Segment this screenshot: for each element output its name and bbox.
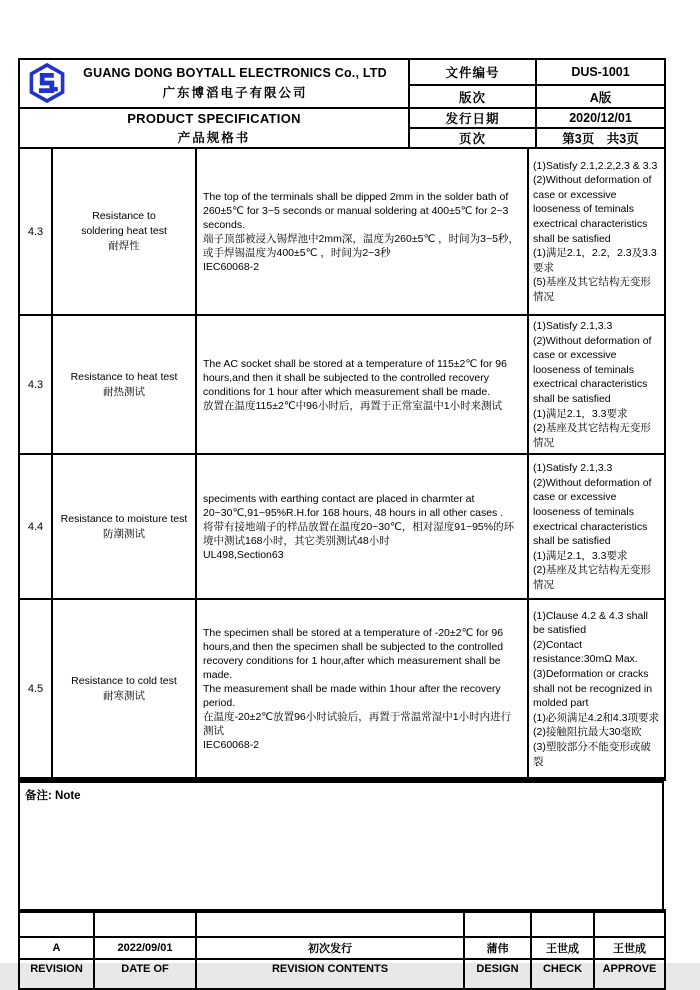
field-label-page: 页次: [409, 128, 536, 148]
revision-header-check: CHECK: [531, 959, 594, 989]
spec-row-moisture: [19, 454, 665, 599]
revision-header-revision: REVISION: [19, 959, 94, 989]
revision-cell: [196, 911, 464, 937]
clause-number: 4.5: [19, 599, 52, 779]
clause-number: 4.3: [19, 148, 52, 315]
test-criteria: [528, 315, 665, 454]
test-description-text: The top of the terminals shall be dipped 2mm in the solder bath of 260±5℃ for 3~5 seconds or manual soldering at 400±5℃ for 2~3 seconds. 端子顶部被浸入锡焊池中2mm深，温度为260±5℃ ，时间为3~5秒，或手焊锡温度为400±5℃ ，时间为2~3秒 IEC60068-2: [203, 190, 519, 273]
test-description: [196, 454, 528, 599]
company-logo-icon: [27, 63, 67, 103]
test-criteria: [528, 454, 665, 599]
field-label-issue-date: 发行日期: [409, 108, 536, 128]
company-name-cn: 广东博滔电子有限公司: [162, 86, 308, 100]
test-criteria: [528, 599, 665, 779]
test-criteria-text: (1)Satisfy 2.1,2.2,2.3 & 3.3 (2)Without deformation of case or excessive looseness of teminals exectrical characteristics shall be satisfied (1)满足2.1，2.2，2.3及3.3要求 (5)基座及其它结构无变形情况: [533, 159, 658, 303]
product-title-en: PRODUCT SPECIFICATION: [127, 110, 301, 126]
spec-row-soldering-heat: [19, 148, 665, 315]
field-value-version: A版: [536, 85, 665, 108]
test-criteria-text: (1)Satisfy 2.1,3.3 (2)Without deformation of case or excessive looseness of teminals exectrical characteristics shall be satisfied (1)满足2.1，3.3要求 (2)基座及其它结构无变形情况: [533, 462, 652, 591]
test-name-en: Resistance to soldering heat test: [81, 210, 167, 237]
test-description-text: The AC socket shall be stored at a temperature of 115±2℃ for 96 hours,and then it shall be subjected to the controlled recovery conditions for 1 hour after which measurement shall be made. 放置在温度115±2℃中96小时后，再置于正常室温中1小时来测试: [203, 357, 507, 412]
revision-cell: [594, 911, 665, 937]
revision-design: 蒲伟: [464, 937, 531, 959]
revision-date: 2022/09/01: [94, 937, 196, 959]
revision-header-contents: REVISION CONTENTS: [196, 959, 464, 989]
test-name-cn: 耐寒测试: [103, 689, 145, 702]
revision-header-approve: APPROVE: [594, 959, 665, 989]
revision-contents: 初次发行: [196, 937, 464, 959]
revision-approve: 王世成: [594, 937, 665, 959]
company-cell: [19, 59, 409, 108]
test-description: [196, 148, 528, 315]
company-name-en: GUANG DONG BOYTALL ELECTRONICS Co., LTD: [83, 66, 387, 80]
revision-check: 王世成: [531, 937, 594, 959]
revision-header-date: DATE OF: [94, 959, 196, 989]
revision-cell: [94, 911, 196, 937]
revision-row-a: [19, 937, 665, 959]
test-name-en: Resistance to heat test: [70, 370, 178, 383]
test-name: [52, 148, 196, 315]
field-label-version: 版次: [409, 85, 536, 108]
revision-row-empty: [19, 911, 665, 937]
test-criteria: [528, 148, 665, 315]
test-name: [52, 315, 196, 454]
note-box: [18, 779, 664, 911]
test-name-en: Resistance to cold test: [71, 674, 177, 687]
revision-table: [18, 909, 666, 990]
note-label: 备注: Note: [25, 790, 81, 803]
header-table: [18, 58, 666, 149]
clause-number: 4.4: [19, 454, 52, 599]
revision-cell: [464, 911, 531, 937]
revision-cell: [19, 911, 94, 937]
clause-number: 4.3: [19, 315, 52, 454]
field-value-page: 第3页 共3页: [536, 128, 665, 148]
product-title-cn: 产品规格书: [177, 130, 251, 145]
test-description-text: The specimen shall be stored at a temperature of -20±2℃ for 96 hours,and then the specimen shall be subjected to the controlled recovery conditions for 1 hour,after which measurement shall be made. The measurement shall be made within 1hour after the recovery period. 在温度-20±2℃放置96小时试验后，再置于常温常湿中1小时内进行测试 IEC60068-2: [203, 626, 512, 751]
test-name-cn: 耐热测试: [103, 385, 145, 398]
spec-row-cold: [19, 599, 665, 779]
revision-header-row: [19, 959, 665, 989]
spec-document: [18, 58, 664, 990]
product-title-cell: [19, 108, 409, 148]
test-criteria-text: (1)Satisfy 2.1,3.3 (2)Without deformation of case or excessive looseness of teminals exectrical characteristics shall be satisfied (1)满足2.1，3.3要求 (2)基座及其它结构无变形情况: [533, 320, 652, 449]
test-name-cn: 防潮测试: [103, 527, 145, 540]
revision-cell: [531, 911, 594, 937]
test-description: [196, 315, 528, 454]
test-name-en: Resistance to moisture test: [60, 512, 188, 525]
spec-row-heat: [19, 315, 665, 454]
revision-header-design: DESIGN: [464, 959, 531, 989]
test-description-text: speciments with earthing contact are placed in charmter at 20~30℃,91~95%R.H.for 168 hours, 48 hours in all other cases . 将带有接地端子的样品放置在温度20~30℃，相对湿度91~95%的环境中测试168小时，其它类别测试48小时 UL498,Section63: [203, 492, 515, 561]
test-name: [52, 599, 196, 779]
test-description: [196, 599, 528, 779]
revision-letter: A: [19, 937, 94, 959]
field-value-issue-date: 2020/12/01: [536, 108, 665, 128]
field-label-doc-number: 文件编号: [409, 59, 536, 85]
test-name-cn: 耐焊性: [108, 240, 140, 252]
test-criteria-text: (1)Clause 4.2 & 4.3 shall be satisfied (2)Contact resistance:30mΩ Max. (3)Deformation or cracks shall not be recognized in molded part (1)必须满足4.2和4.3项要求 (2)接触阻抗最大30毫欧 (3)塑胶部分不能变形或破裂: [533, 609, 660, 768]
field-value-doc-number: DUS-1001: [536, 59, 665, 85]
spec-table: [18, 147, 666, 781]
test-name: [52, 454, 196, 599]
